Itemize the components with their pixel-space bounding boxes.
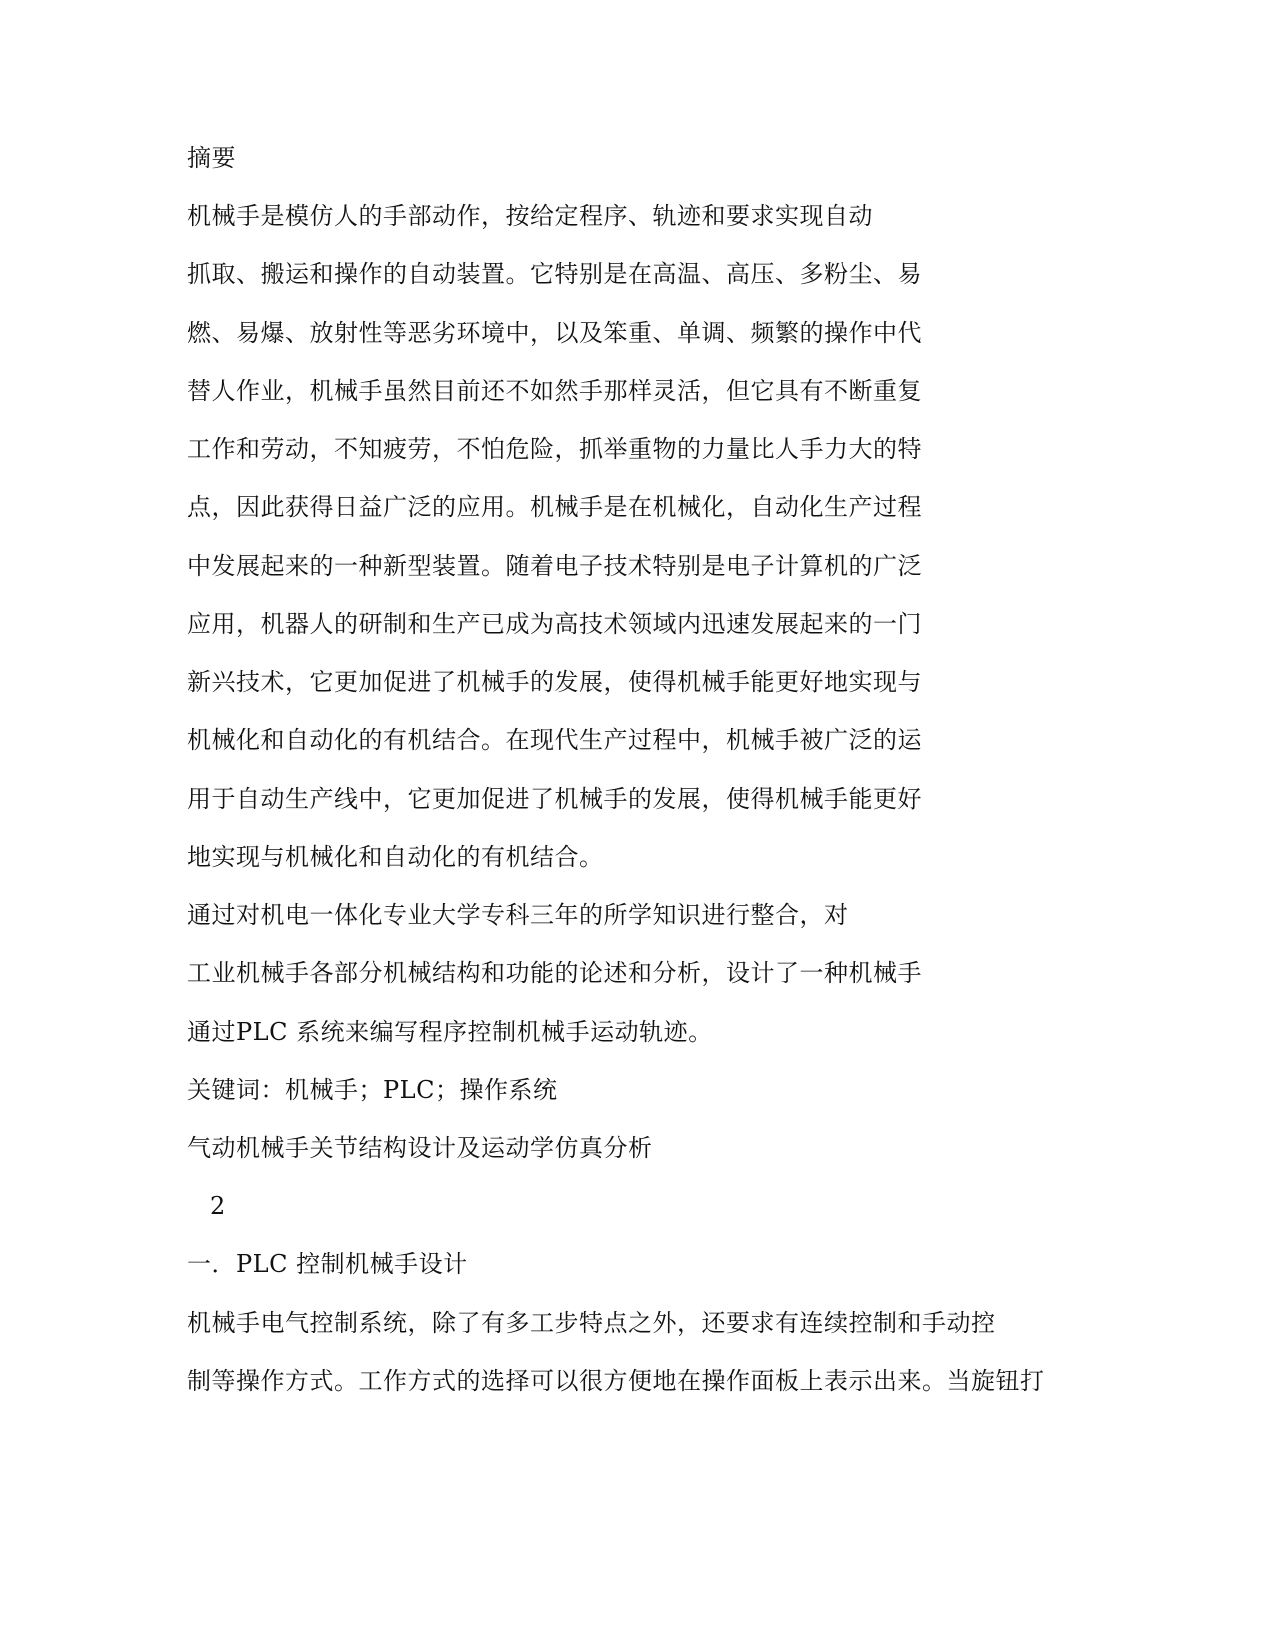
abstract-line: 用于自动生产线中，它更加促进了机械手的发展，使得机械手能更好 — [187, 785, 922, 813]
abstract-line: 工业机械手各部分机械结构和功能的论述和分析，设计了一种机械手 — [187, 959, 922, 987]
section-heading: 一．PLC 控制机械手设计 — [187, 1250, 468, 1278]
abstract-line: 工作和劳动，不知疲劳，不怕危险，抓举重物的力量比人手力大的特 — [187, 435, 922, 463]
abstract-heading: 摘要 — [187, 144, 236, 172]
abstract-line: 通过PLC 系统来编写程序控制机械手运动轨迹。 — [187, 1018, 713, 1046]
abstract-line: 点，因此获得日益广泛的应用。机械手是在机械化，自动化生产过程 — [187, 493, 922, 521]
abstract-line: 机械化和自动化的有机结合。在现代生产过程中，机械手被广泛的运 — [187, 726, 922, 754]
abstract-line: 中发展起来的一种新型装置。随着电子技术特别是电子计算机的广泛 — [187, 552, 922, 580]
section-line: 机械手电气控制系统，除了有多工步特点之外，还要求有连续控制和手动控 — [187, 1309, 996, 1337]
abstract-line: 通过对机电一体化专业大学专科三年的所学知识进行整合，对 — [187, 901, 849, 929]
abstract-line: 机械手是模仿人的手部动作，按给定程序、轨迹和要求实现自动 — [187, 202, 873, 230]
document-title: 气动机械手关节结构设计及运动学仿真分析 — [187, 1134, 653, 1162]
abstract-line: 新兴技术，它更加促进了机械手的发展，使得机械手能更好地实现与 — [187, 668, 922, 696]
keywords-line: 关键词：机械手；PLC；操作系统 — [187, 1076, 558, 1104]
abstract-line: 应用，机器人的研制和生产已成为高技术领域内迅速发展起来的一门 — [187, 610, 922, 638]
abstract-line: 抓取、搬运和操作的自动装置。它特别是在高温、高压、多粉尘、易 — [187, 260, 922, 288]
abstract-line: 燃、易爆、放射性等恶劣环境中，以及笨重、单调、频繁的操作中代 — [187, 319, 922, 347]
abstract-line: 替人作业，机械手虽然目前还不如然手那样灵活，但它具有不断重复 — [187, 377, 922, 405]
abstract-line: 地实现与机械化和自动化的有机结合。 — [187, 843, 604, 871]
section-line: 制等操作方式。工作方式的选择可以很方便地在操作面板上表示出来。当旋钮打 — [187, 1367, 1045, 1395]
page-number: 2 — [210, 1192, 226, 1220]
